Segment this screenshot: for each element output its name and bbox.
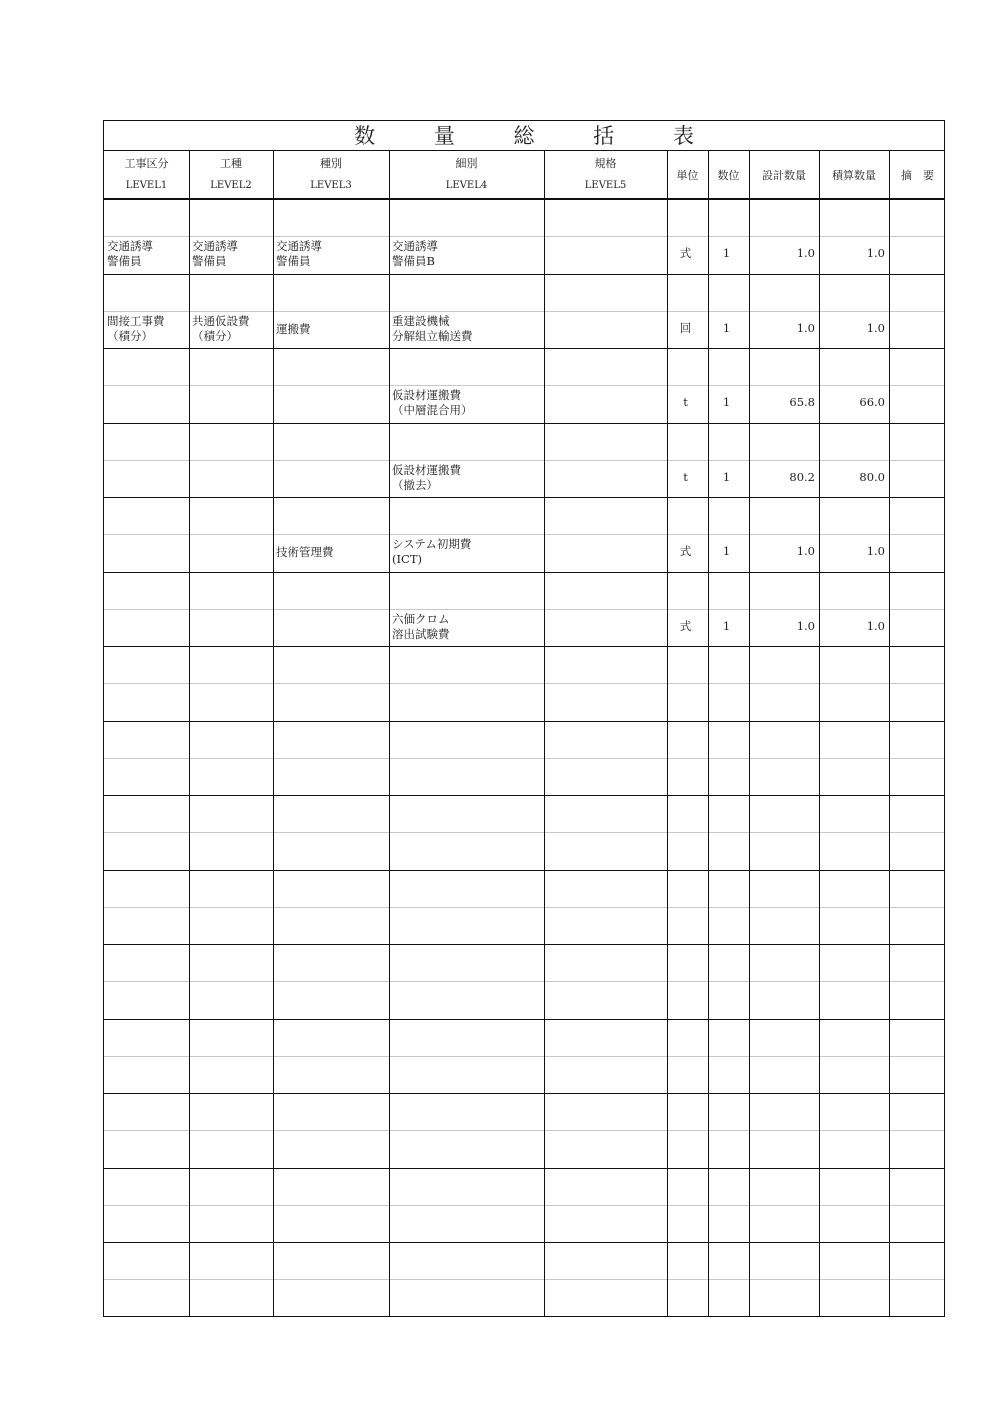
table-cell-estimate: 80.0 bbox=[859, 469, 885, 484]
row-divider bbox=[104, 1168, 944, 1169]
table-cell-l4: 溶出試験費 bbox=[392, 626, 450, 641]
row-divider bbox=[104, 1093, 944, 1094]
table-cell-l1: （積分） bbox=[107, 328, 153, 343]
column-header-label: 工事区分 bbox=[124, 157, 169, 170]
table-cell-design: 1.0 bbox=[796, 618, 815, 633]
table-cell-l4: 仮設材運搬費 bbox=[392, 388, 461, 403]
table-cell-unit: 回 bbox=[679, 320, 692, 335]
row-divider bbox=[104, 274, 944, 275]
table-cell-digit: 1 bbox=[722, 469, 731, 484]
table-cell-l4: 重建設機械 bbox=[392, 313, 450, 328]
table-cell-estimate: 1.0 bbox=[866, 618, 885, 633]
table-cell-digit: 1 bbox=[722, 618, 731, 633]
table-cell-l4: 仮設材運搬費 bbox=[392, 462, 461, 477]
column-header-label: 細別 bbox=[455, 157, 478, 170]
column-divider bbox=[189, 151, 190, 1316]
column-divider bbox=[544, 151, 545, 1316]
table-cell-l1: 交通誘導 bbox=[107, 239, 153, 254]
table-cell-design: 1.0 bbox=[796, 320, 815, 335]
row-divider bbox=[104, 721, 944, 722]
table-cell-l3: 交通誘導 bbox=[276, 239, 322, 254]
column-level-label: LEVEL3 bbox=[310, 180, 352, 191]
table-cell-l3: 警備員 bbox=[276, 254, 311, 269]
table-cell-estimate: 1.0 bbox=[866, 320, 885, 335]
column-divider bbox=[889, 151, 890, 1316]
row-divider bbox=[104, 1242, 944, 1243]
column-header-label: 単位 bbox=[676, 169, 699, 182]
table-cell-l4: 六価クロム bbox=[392, 611, 450, 626]
column-header-label: 数位 bbox=[717, 169, 740, 182]
column-divider bbox=[708, 151, 709, 1316]
row-divider bbox=[104, 572, 944, 573]
row-half-divider bbox=[104, 236, 944, 237]
row-half-divider bbox=[104, 1056, 944, 1057]
table-cell-l4: 分解組立輸送費 bbox=[392, 328, 473, 343]
row-half-divider bbox=[104, 1279, 944, 1280]
table-cell-digit: 1 bbox=[722, 544, 731, 559]
column-divider bbox=[389, 151, 390, 1316]
row-divider bbox=[104, 944, 944, 945]
table-cell-l2: 警備員 bbox=[192, 254, 227, 269]
table-cell-design: 1.0 bbox=[796, 544, 815, 559]
column-divider bbox=[749, 151, 750, 1316]
row-divider bbox=[104, 1019, 944, 1020]
row-half-divider bbox=[104, 758, 944, 759]
column-header-label: 摘 要 bbox=[901, 169, 934, 182]
row-divider bbox=[104, 497, 944, 498]
table-cell-estimate: 1.0 bbox=[866, 544, 885, 559]
table-cell-design: 80.2 bbox=[789, 469, 815, 484]
column-header-label: 工種 bbox=[220, 157, 242, 170]
column-header-label: 積算数量 bbox=[832, 169, 876, 182]
table-cell-l2: 共通仮設費 bbox=[192, 313, 250, 328]
table-cell-design: 65.8 bbox=[789, 395, 815, 410]
table-cell-l4: 警備員B bbox=[392, 254, 435, 269]
column-level-label: LEVEL4 bbox=[445, 180, 488, 191]
table-cell-l4: (ICT) bbox=[392, 552, 422, 567]
row-half-divider bbox=[104, 907, 944, 908]
table-cell-l3: 技術管理費 bbox=[276, 545, 334, 560]
row-half-divider bbox=[104, 832, 944, 833]
row-half-divider bbox=[104, 534, 944, 535]
table-cell-design: 1.0 bbox=[796, 246, 815, 261]
quantity-summary-sheet bbox=[103, 120, 945, 1317]
column-divider bbox=[667, 151, 668, 1316]
column-level-label: LEVEL2 bbox=[210, 180, 252, 191]
table-cell-estimate: 1.0 bbox=[866, 246, 885, 261]
row-half-divider bbox=[104, 311, 944, 312]
table-cell-l4: （撤去） bbox=[392, 477, 438, 492]
column-header-label: 設計数量 bbox=[762, 169, 806, 182]
table-cell-digit: 1 bbox=[722, 246, 731, 261]
table-cell-unit: t bbox=[683, 395, 688, 410]
column-header-label: 規格 bbox=[594, 157, 617, 170]
row-half-divider bbox=[104, 981, 944, 982]
row-half-divider bbox=[104, 609, 944, 610]
row-divider bbox=[104, 870, 944, 871]
row-divider bbox=[104, 795, 944, 796]
table-cell-unit: 式 bbox=[679, 246, 692, 261]
table-cell-unit: 式 bbox=[679, 544, 692, 559]
row-half-divider bbox=[104, 385, 944, 386]
column-header-row bbox=[104, 151, 944, 199]
table-cell-l1: 警備員 bbox=[107, 254, 142, 269]
column-level-label: LEVEL1 bbox=[125, 180, 168, 191]
table-cell-l4: （中層混合用） bbox=[392, 403, 473, 418]
header-divider bbox=[104, 198, 944, 200]
column-divider bbox=[273, 151, 274, 1316]
row-half-divider bbox=[104, 460, 944, 461]
row-divider bbox=[104, 348, 944, 349]
table-cell-digit: 1 bbox=[722, 320, 731, 335]
row-divider bbox=[104, 646, 944, 647]
column-header-label: 種別 bbox=[320, 157, 342, 170]
row-half-divider bbox=[104, 1205, 944, 1206]
sheet-title: 数 量 総 括 表 bbox=[104, 121, 944, 151]
table-cell-l4: システム初期費 bbox=[392, 537, 472, 552]
table-cell-unit: t bbox=[683, 469, 688, 484]
table-cell-l3: 運搬費 bbox=[276, 321, 311, 336]
table-cell-l1: 間接工事費 bbox=[107, 313, 165, 328]
row-divider bbox=[104, 423, 944, 424]
row-half-divider bbox=[104, 1130, 944, 1131]
table-cell-estimate: 66.0 bbox=[859, 395, 885, 410]
column-level-label: LEVEL5 bbox=[584, 180, 627, 191]
table-cell-l2: （積分） bbox=[192, 328, 238, 343]
table-cell-digit: 1 bbox=[722, 395, 731, 410]
table-cell-l4: 交通誘導 bbox=[392, 239, 438, 254]
table-cell-l2: 交通誘導 bbox=[192, 239, 238, 254]
column-divider bbox=[819, 151, 820, 1316]
table-cell-unit: 式 bbox=[679, 618, 692, 633]
row-half-divider bbox=[104, 683, 944, 684]
